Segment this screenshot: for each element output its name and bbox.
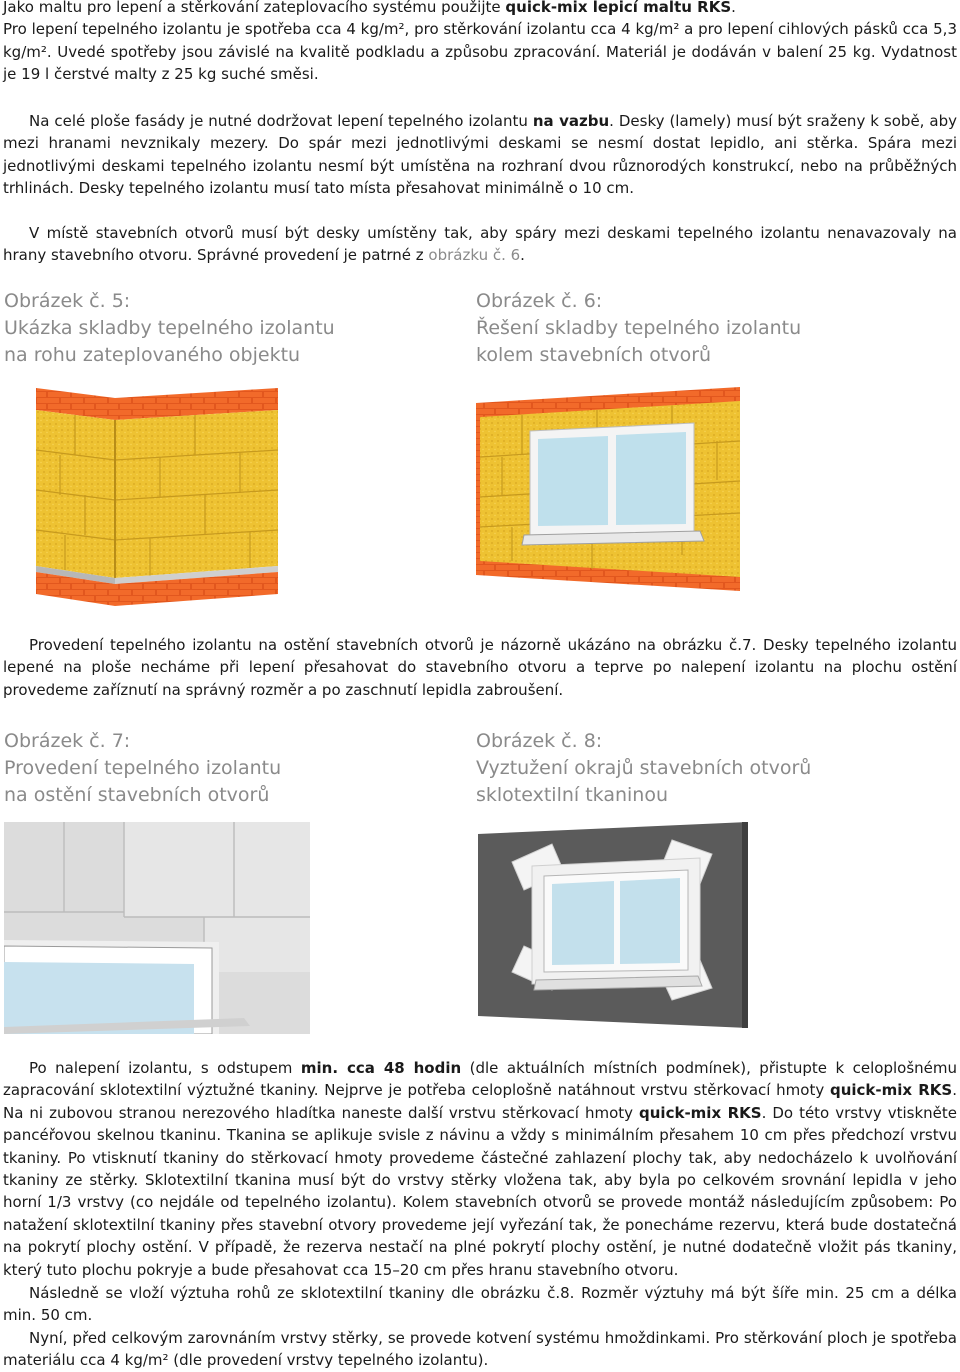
figure-7-number: Obrázek č. 7: (4, 730, 131, 752)
figure-8-reinforcement-illustration (472, 822, 758, 1028)
figure-7-title-2: na ostění stavebních otvorů (4, 784, 270, 806)
figure-5-caption (4, 288, 464, 369)
product-name: quick-mix lepicí maltu RKS (505, 0, 732, 16)
figure-6-window-illustration (472, 385, 744, 593)
figure-5-title-2: na rohu zateplovaného objektu (4, 344, 301, 366)
insulation-right-face (115, 410, 278, 578)
figure-7-reveal-illustration (4, 822, 310, 1034)
reveal-paragraph: Provedení tepelného izolantu na ostění stavebních otvorů je názorně ukázáno na obrázku č.7. Desky tepelného izolantu lepené na ploše necháme při lepení přesahovat do stavebního otvoru a teprve po nalepení izolantu na plochu ostění provedeme zaříznutí na správný rozměr a po zaschnutí lepidla zabroušení. (3, 636, 957, 699)
intro-end: . (731, 0, 736, 16)
figure-8-number: Obrázek č. 8: (476, 730, 603, 752)
window-glass-right (616, 432, 686, 525)
openings-paragraph (3, 222, 957, 267)
window-glass-left (552, 881, 614, 965)
openings-text: V místě stavebních otvorů musí být desky umístěny tak, aby spáry mezi deskami tepelného izolantu nenavazovaly na hrany stavebního otvoru. Správné provedení je patrné z (3, 224, 957, 265)
intro-paragraph (3, 0, 957, 86)
mesh-bold-3: quick-mix RKS (639, 1103, 762, 1122)
anchoring-paragraph: Nyní, před celkovým zarovnáním vrstvy stěrky, se provede kotvení systému hmoždinkami. Pro stěrkování ploch je spotřeba materiálu cca 4 kg/m² (dle provedení vrstvy tepelného izolantu). (3, 1329, 957, 1370)
mesh-text-3: . Na ni zubovou stranou nerezového hladítka naneste další vrstvu stěrkovací hmoty (3, 1081, 958, 1122)
bonding-paragraph (3, 110, 957, 200)
mesh-bold-2: quick-mix RKS (829, 1081, 953, 1100)
mesh-paragraph (3, 1057, 957, 1281)
figure-6-title-2: kolem stavebních otvorů (476, 344, 712, 366)
window-glass-left (538, 436, 608, 526)
figure-7-caption (4, 728, 464, 809)
bonding-bold: na vazbu (532, 112, 610, 130)
figure-6-link[interactable]: obrázku č. 6 (428, 246, 521, 265)
consumption-text: Pro lepení tepelného izolantu je spotřeba cca 4 kg/m², pro stěrkování izolantu cca 4 kg/m² a pro lepení cihlových pásků cca 5,3 kg/m². Uvedé spotřeby jsou závislé na kvalitě podkladu a způsobu zpracování. Materiál je dodáván v balení 25 kg. Vydatnost je 19 l čerstvé malty z 25 kg suché směsi. (3, 20, 957, 84)
openings-end: . (520, 246, 525, 265)
figure-6-number: Obrázek č. 6: (476, 290, 603, 312)
bonding-text-1: Na celé ploše fasády je nutné dodržovat lepení tepelného izolantu (29, 112, 533, 130)
corner-reinforcement-paragraph: Následně se vloží výztuha rohů ze sklotextilní tkaniny dle obrázku č.8. Rozměr výztuhy má být šíře min. 25 cm a délka min. 50 cm. (3, 1284, 957, 1325)
figure-7-title-1: Provedení tepelného izolantu (4, 757, 282, 779)
figure-8-caption (476, 728, 936, 809)
figure-5-number: Obrázek č. 5: (4, 290, 131, 312)
figure-5-title-1: Ukázka skladby tepelného izolantu (4, 317, 335, 339)
figure-6-title-1: Řešení skladby tepelného izolantu (476, 317, 802, 339)
figure-8-title-1: Vyztužení okrajů stavebních otvorů (476, 757, 812, 779)
intro-text: Jako maltu pro lepení a stěrkování zateplovacího systému použijte (3, 0, 506, 16)
mesh-text-1: Po nalepení izolantu, s odstupem (29, 1059, 301, 1077)
mesh-text-4: . Do této vrstvy vtiskněte pancéřovou skelnou tkaninu. Tkanina se aplikuje svisle z návinu a vždy s minimálním přesahem 10 cm přes předchozí vrstvu tkaniny. Po vtisknutí tkaniny do stěrkovací hmoty provedeme částečné zahlazení plochy tak, aby nedocházelo k uvolňování tkaniny ze stěrky. Sklotextilní tkanina musí být do vrstvy stěrky vložena tak, aby byla po celkovém srovnání lepidla v jeho horní 1/3 vrstvy (co nejdále od tepelného izolantu). Kolem stavebních otvorů se provede montáž následujícím způsobem: Po natažení sklotextilní tkaniny přes stavební otvory provedeme její vyřezání tak, že ponecháme rezervu, která bude dostatečná na pokrytí plochy ostění. V případě, že rezerva nestačí na plné pokrytí plochy ostění, je nutné dodatečně vložit pás tkaniny, který tuto plochu pokryje a bude přesahovat cca 15–20 cm přes hranu stavebního otvoru. (3, 1103, 958, 1279)
window-glass-right (620, 878, 680, 964)
mesh-bold-1: min. cca 48 hodin (300, 1059, 462, 1077)
mesh-text-2: (dle aktuálních místních podmínek), přistupte k celoplošnému zapracování sklotextilní výztužné tkaniny. Nejprve je potřeba celoplošně natáhnout vrstvu stěrkovací hmoty (3, 1059, 957, 1100)
figure-8-title-2: sklotextilní tkaninou (476, 784, 669, 806)
bonding-text-2: . Desky (lamely) musí být sraženy k sobě, aby mezi hranami nevznikaly mezery. Do spár mezi jednotlivými deskami se nesmí dostat lepidlo, ani stěrka. Spára mezi jednotlivými deskami tepelného izolantu nesmí být umístěna na rozhraní dvou různorodých konstrukcí, nebo na průběžných trhlinách. Desky tepelného izolantu musí tato místa přesahovat minimálně o 10 cm. (3, 112, 957, 198)
figure-6-caption (476, 288, 936, 369)
figure-5-corner-illustration (0, 380, 290, 612)
